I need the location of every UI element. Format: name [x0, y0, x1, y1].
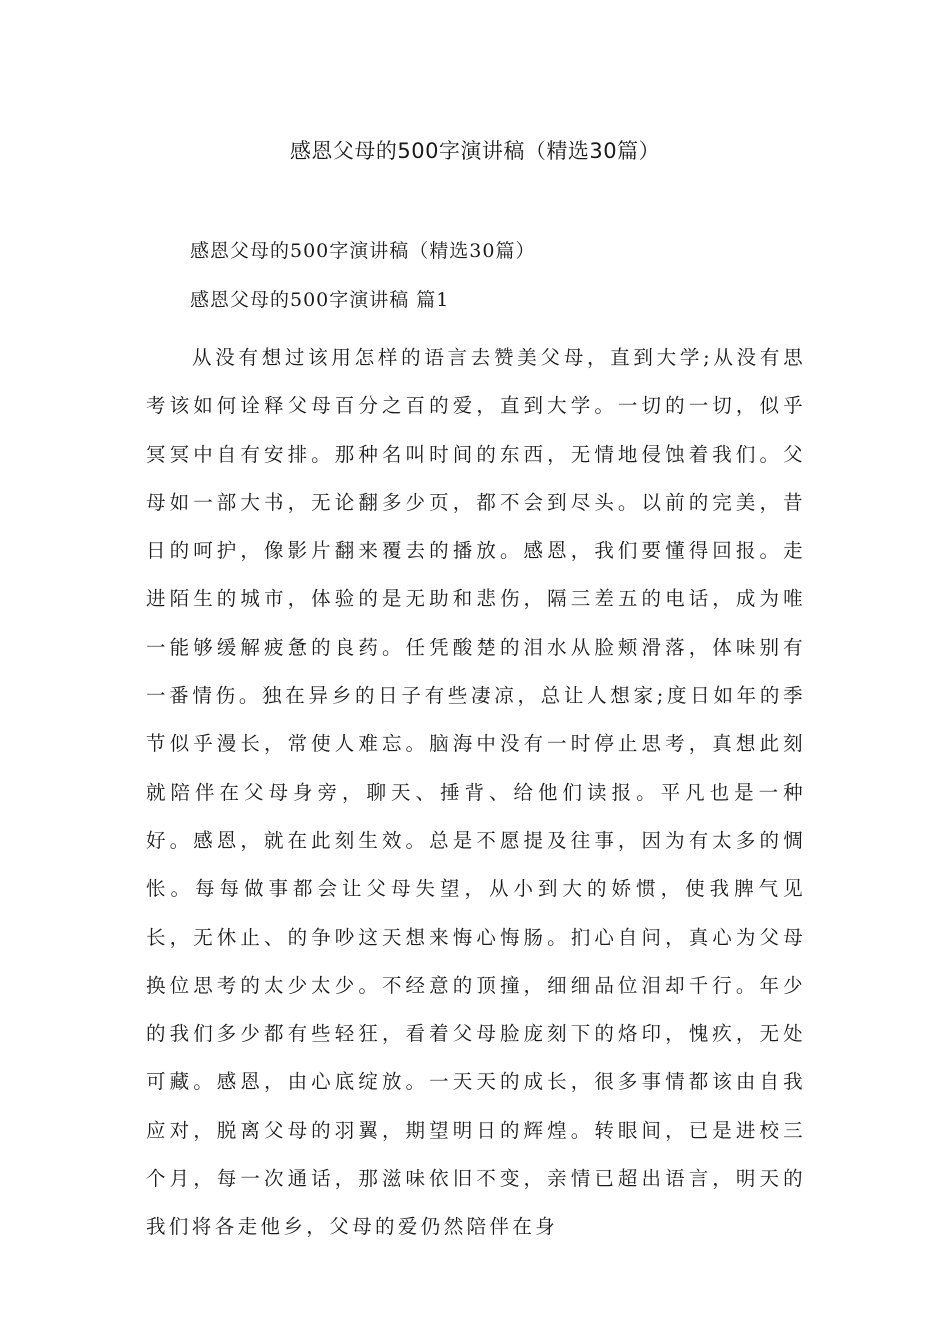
document-title: 感恩父母的500字演讲稿（精选30篇） [289, 139, 661, 163]
document-subtitle: 感恩父母的500字演讲稿（精选30篇） [190, 240, 536, 262]
section-heading: 感恩父母的500字演讲稿 篇1 [190, 289, 450, 311]
body-paragraph: 从没有想过该用怎样的语言去赞美父母，直到大学;从没有思考该如何诠释父母百分之百的爱，直到大学。一切的一切，似乎冥冥中自有安排。那种名叫时间的东西，无情地侵蚀着我们。父母如一部大书，无论翻多少页，都不会到尽头。以前的完美，昔日的呵护，像影片翻来覆去的播放。感恩，我们要懂得回报。走进陌生的城市，体验的是无助和悲伤，隔三差五的电话，成为唯一能够缓解疲惫的良药。任凭酸楚的泪水从脸颊滑落，体味别有一番情伤。独在异乡的日子有些凄凉，总让人想家;度日如年的季节似乎漫长，常使人难忘。脑海中没有一时停止思考，真想此刻就陪伴在父母身旁，聊天、捶背、给他们读报。平凡也是一种好。感恩，就在此刻生效。总是不愿提及往事，因为有太多的惆怅。每每做事都会让父母失望，从小到大的娇惯，使我脾气见长，无休止、的争吵这天想来悔心悔肠。扪心自问，真心为父母换位思考的太少太少。不经意的顶撞，细细品位泪却千行。年少的我们多少都有些轻狂，看着父母脸庞刻下的烙印，愧疚，无处可藏。感恩，由心底绽放。一天天的成长，很多事情都该由自我应对，脱离父母的羽翼，期望明日的辉煌。转眼间，已是进校三个月，每一次通话，那滋味依旧不变，亲情已超出语言，明天的我们将各走他乡，父母的爱仍然陪伴在身 [146, 346, 806, 1239]
